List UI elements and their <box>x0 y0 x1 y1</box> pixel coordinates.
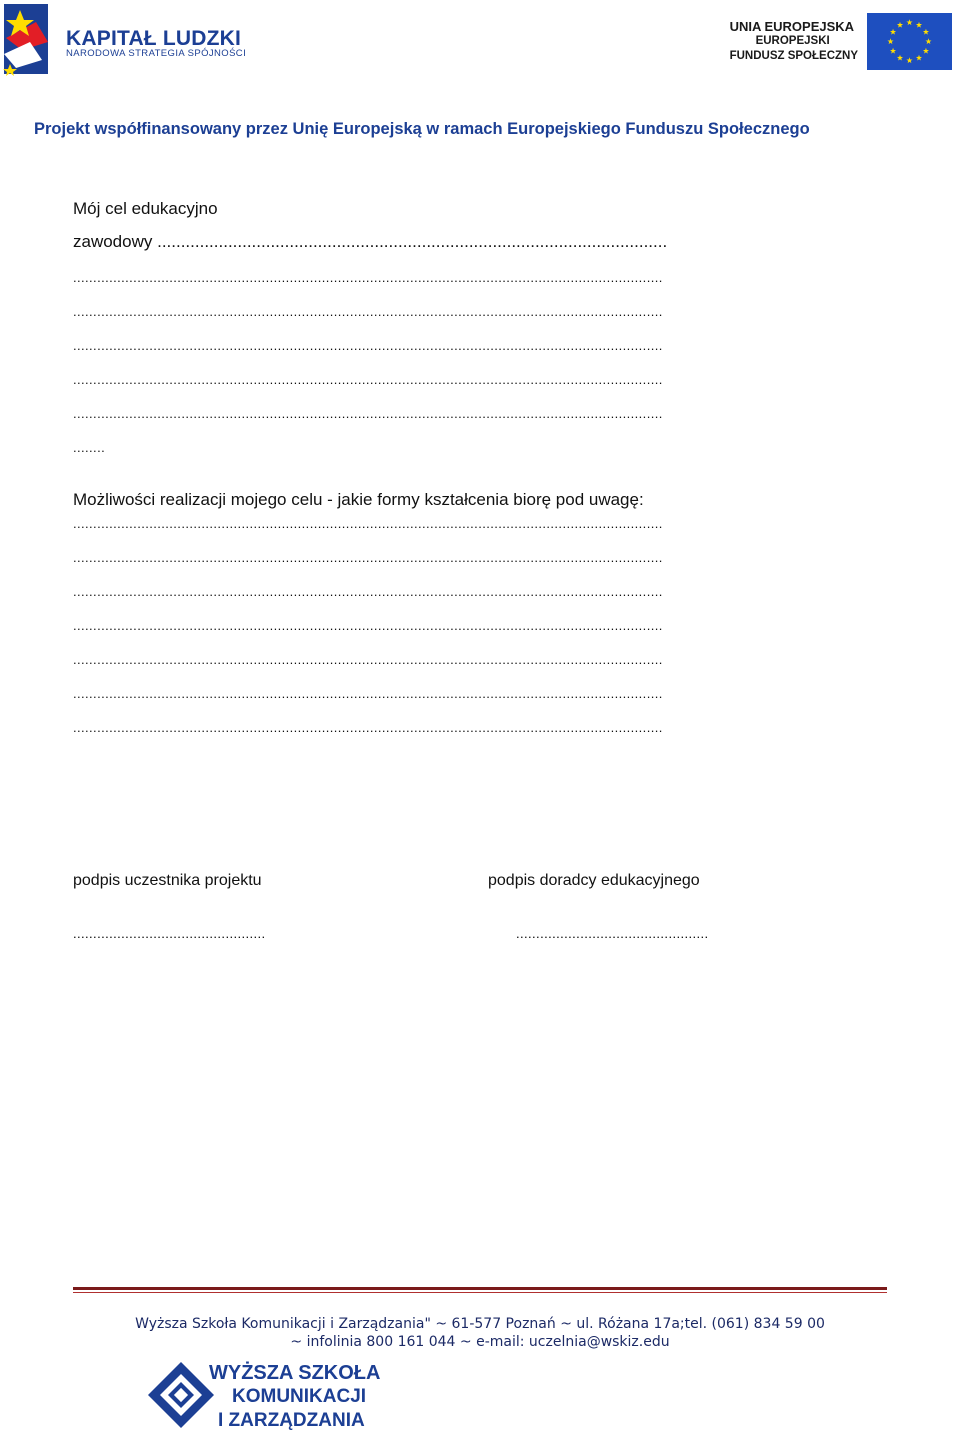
eu-line-2: EUROPEJSKI <box>755 35 830 47</box>
eu-text-block <box>730 19 858 64</box>
eu-line-3: FUNDUSZ SPOŁECZNY <box>729 50 858 62</box>
wskiz-logo-line-1: WYŻSZA SZKOŁA <box>209 1362 381 1384</box>
means-blank-line[interactable]: ................................................................................................................................................... <box>73 686 663 701</box>
means-blank-line[interactable]: ................................................................................................................................................... <box>73 652 663 667</box>
signature-advisor-label: podpis doradcy edukacyjnego <box>488 872 700 889</box>
means-label: Możliwości realizacji mojego celu - jakie formy kształcenia biorę pod uwagę: <box>73 490 644 509</box>
footer-contact: ~ infolinia 800 161 044 ~ e-mail: uczelnia@wskiz.edu <box>290 1334 670 1350</box>
goal-blank-line[interactable]: ........ <box>73 440 106 455</box>
goal-label-line-1: Mój cel edukacyjno <box>73 199 218 218</box>
goal-label-line-2: zawodowy ............................................................................................................ <box>73 232 668 251</box>
signature-participant-field[interactable]: ................................................ <box>73 926 266 941</box>
signature-advisor-field[interactable]: ................................................ <box>516 926 709 941</box>
wskiz-logo-icon <box>146 1360 216 1430</box>
goal-blank-line[interactable]: ................................................................................................................................................... <box>73 372 663 387</box>
goal-blank-line[interactable]: ................................................................................................................................................... <box>73 338 663 353</box>
wskiz-logo-line-2: KOMUNIKACJI <box>232 1386 367 1407</box>
eu-flag-icon <box>867 13 952 70</box>
project-cofinancing-line: Projekt współfinansowany przez Unię Europejską w ramach Europejskiego Funduszu Społecznego <box>34 120 810 138</box>
goal-blank-line[interactable]: ................................................................................................................................................... <box>73 406 663 421</box>
wskiz-logo-line-3: I ZARZĄDZANIA <box>218 1410 365 1431</box>
footer-address: Wyższa Szkoła Komunikacji i Zarządzania" ~ 61-577 Poznań ~ ul. Różana 17a;tel. (061) 834 59 00 <box>135 1316 825 1332</box>
footer-divider <box>73 1287 887 1290</box>
kl-title: KAPITAŁ LUDZKI <box>66 27 242 50</box>
means-blank-line[interactable]: ................................................................................................................................................... <box>73 584 663 599</box>
goal-blank-line[interactable]: ................................................................................................................................................... <box>73 270 663 285</box>
signature-participant-label: podpis uczestnika projektu <box>73 872 262 889</box>
kl-subtitle: NARODOWA STRATEGIA SPÓJNOŚCI <box>66 48 247 59</box>
footer-divider-thin <box>73 1292 887 1293</box>
means-blank-line[interactable]: ................................................................................................................................................... <box>73 516 663 531</box>
eu-line-1: UNIA EUROPEJSKA <box>729 19 855 34</box>
means-blank-line[interactable]: ................................................................................................................................................... <box>73 618 663 633</box>
goal-blank-line[interactable]: ................................................................................................................................................... <box>73 304 663 319</box>
means-blank-line[interactable]: ................................................................................................................................................... <box>73 550 663 565</box>
means-blank-line[interactable]: ................................................................................................................................................... <box>73 720 663 735</box>
